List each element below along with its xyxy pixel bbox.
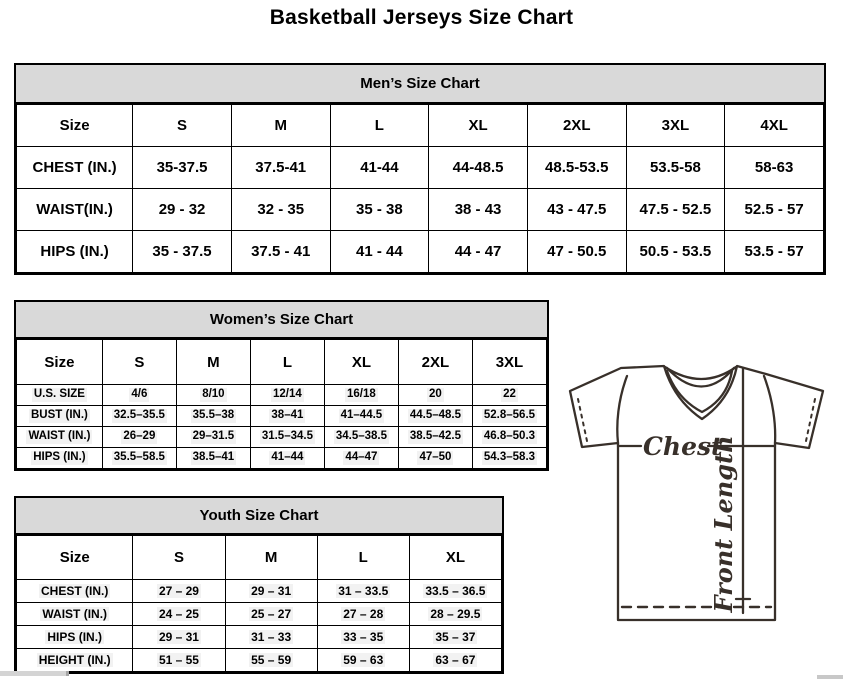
- table-row: [17, 189, 824, 231]
- table-cell: 55 – 59: [225, 649, 317, 672]
- table-cell: 31.5–34.5: [250, 427, 324, 448]
- table-cell: 22: [472, 385, 546, 406]
- table-row: [17, 406, 547, 427]
- table-cell: 59 – 63: [317, 649, 409, 672]
- table-header-cell: 3XL: [472, 340, 546, 385]
- table-header-cell: S: [133, 105, 232, 147]
- table-cell: 26–29: [102, 427, 176, 448]
- table-row-label: HIPS (IN.): [17, 626, 133, 649]
- table-title-band: Women’s Size Chart: [16, 302, 547, 339]
- table-cell: 24 – 25: [133, 603, 225, 626]
- table-row: [17, 231, 824, 273]
- table-row-label: CHEST (IN.): [17, 147, 133, 189]
- jersey-measurement-diagram: [561, 358, 843, 658]
- table-header-row: [17, 105, 824, 147]
- table-cell: 29 – 31: [133, 626, 225, 649]
- table-cell: 35.5–58.5: [102, 448, 176, 469]
- table-row: [17, 649, 502, 672]
- table-cell: 41 - 44: [330, 231, 429, 273]
- table-cell: 38 - 43: [429, 189, 528, 231]
- table-header-cell: S: [102, 340, 176, 385]
- table-cell: 44.5–48.5: [398, 406, 472, 427]
- table-cell: 53.5-58: [626, 147, 725, 189]
- womens-size-chart-table: [14, 300, 549, 471]
- table-cell: 47 - 50.5: [527, 231, 626, 273]
- table-cell: 12/14: [250, 385, 324, 406]
- table-row-label: WAIST (IN.): [17, 427, 103, 448]
- table-cell: 29–31.5: [176, 427, 250, 448]
- table-cell: 4/6: [102, 385, 176, 406]
- youth-size-chart-table: [14, 496, 504, 674]
- table-cell: 8/10: [176, 385, 250, 406]
- table-cell: 34.5–38.5: [324, 427, 398, 448]
- table-cell: 35.5–38: [176, 406, 250, 427]
- table-cell: 47.5 - 52.5: [626, 189, 725, 231]
- table-cell: 54.3–58.3: [472, 448, 546, 469]
- table-header-cell: M: [225, 536, 317, 580]
- table-header-cell: XL: [409, 536, 501, 580]
- table-cell: 31 – 33.5: [317, 580, 409, 603]
- front-length-label: Front Length: [709, 435, 738, 613]
- chest-label: Chest: [643, 432, 723, 461]
- table-header-cell: 2XL: [398, 340, 472, 385]
- table-cell: 37.5 - 41: [231, 231, 330, 273]
- table-cell: 31 – 33: [225, 626, 317, 649]
- table-header-cell: S: [133, 536, 225, 580]
- table-cell: 28 – 29.5: [409, 603, 501, 626]
- table-cell: 29 – 31: [225, 580, 317, 603]
- table-cell: 52.5 - 57: [725, 189, 824, 231]
- page-title: Basketball Jerseys Size Chart: [269, 6, 574, 29]
- table-cell: 43 - 47.5: [527, 189, 626, 231]
- jersey-outline: [570, 366, 823, 620]
- table-cell: 38.5–42.5: [398, 427, 472, 448]
- table-header-cell: Size: [17, 105, 133, 147]
- table-cell: 63 – 67: [409, 649, 501, 672]
- table-row-label: HIPS (IN.): [17, 448, 103, 469]
- table-cell: 32 - 35: [231, 189, 330, 231]
- table-cell: 33.5 – 36.5: [409, 580, 501, 603]
- table-row-label: CHEST (IN.): [17, 580, 133, 603]
- table-header-cell: L: [317, 536, 409, 580]
- table-header-row: [17, 536, 502, 580]
- table-cell: 38.5–41: [176, 448, 250, 469]
- table-title-band: Youth Size Chart: [16, 498, 502, 535]
- table-row: [17, 147, 824, 189]
- table-cell: 27 – 28: [317, 603, 409, 626]
- table-cell: 35 - 38: [330, 189, 429, 231]
- table-row-label: BUST (IN.): [17, 406, 103, 427]
- table-cell: 52.8–56.5: [472, 406, 546, 427]
- table-row-label: HEIGHT (IN.): [17, 649, 133, 672]
- table-row: [17, 427, 547, 448]
- table-title-band: Men’s Size Chart: [16, 65, 824, 104]
- table-cell: 44–47: [324, 448, 398, 469]
- table-cell: 35-37.5: [133, 147, 232, 189]
- table-cell: 32.5–35.5: [102, 406, 176, 427]
- table-row: [17, 626, 502, 649]
- table-cell: 53.5 - 57: [725, 231, 824, 273]
- table-cell: 46.8–50.3: [472, 427, 546, 448]
- table-cell: 25 – 27: [225, 603, 317, 626]
- horizontal-scrollbar-fragment-right[interactable]: [817, 675, 843, 679]
- table-cell: 48.5-53.5: [527, 147, 626, 189]
- table-cell: 38–41: [250, 406, 324, 427]
- table-cell: 44-48.5: [429, 147, 528, 189]
- table-header-cell: M: [231, 105, 330, 147]
- table-cell: 41–44.5: [324, 406, 398, 427]
- table-cell: 41-44: [330, 147, 429, 189]
- table-header-cell: L: [250, 340, 324, 385]
- mens-size-chart-table: [14, 63, 826, 275]
- table-cell: 44 - 47: [429, 231, 528, 273]
- table-cell: 51 – 55: [133, 649, 225, 672]
- table-header-cell: 3XL: [626, 105, 725, 147]
- table-header-cell: Size: [17, 340, 103, 385]
- table-cell: 29 - 32: [133, 189, 232, 231]
- table-row: [17, 448, 547, 469]
- table-header-cell: 2XL: [527, 105, 626, 147]
- table-cell: 37.5-41: [231, 147, 330, 189]
- table-cell: 16/18: [324, 385, 398, 406]
- table-cell: 35 – 37: [409, 626, 501, 649]
- table-cell: 33 – 35: [317, 626, 409, 649]
- table-row: [17, 385, 547, 406]
- table-header-cell: XL: [429, 105, 528, 147]
- table-cell: 50.5 - 53.5: [626, 231, 725, 273]
- table-cell: 47–50: [398, 448, 472, 469]
- table-row: [17, 580, 502, 603]
- table-header-cell: 4XL: [725, 105, 824, 147]
- table-cell: 20: [398, 385, 472, 406]
- table-header-cell: Size: [17, 536, 133, 580]
- table-row-label: HIPS (IN.): [17, 231, 133, 273]
- table-row-label: WAIST (IN.): [17, 603, 133, 626]
- table-cell: 58-63: [725, 147, 824, 189]
- horizontal-scrollbar-fragment-left[interactable]: [0, 671, 69, 676]
- table-cell: 41–44: [250, 448, 324, 469]
- table-header-cell: L: [330, 105, 429, 147]
- table-cell: 35 - 37.5: [133, 231, 232, 273]
- table-row: [17, 603, 502, 626]
- table-row-label: WAIST(IN.): [17, 189, 133, 231]
- table-row-label: U.S. SIZE: [17, 385, 103, 406]
- table-header-cell: M: [176, 340, 250, 385]
- table-cell: 27 – 29: [133, 580, 225, 603]
- table-header-row: [17, 340, 547, 385]
- table-header-cell: XL: [324, 340, 398, 385]
- collar-back-arc-2: [667, 368, 734, 387]
